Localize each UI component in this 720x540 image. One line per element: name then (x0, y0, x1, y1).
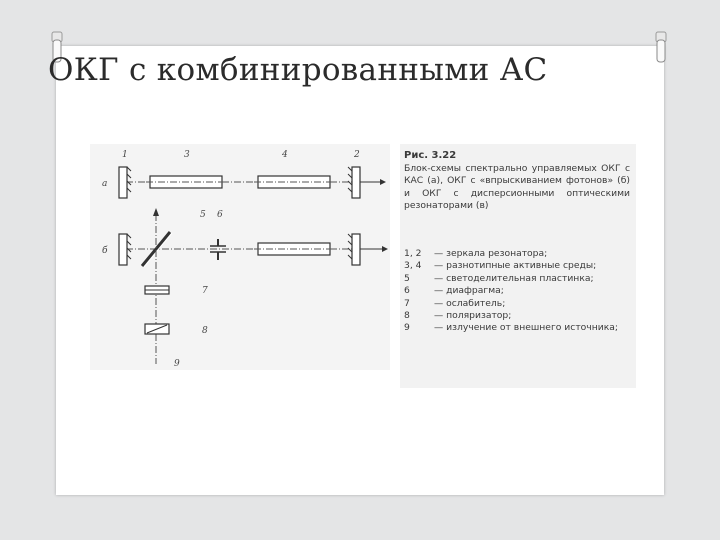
mirror-2-a (352, 167, 360, 198)
slide-title: ОКГ с комбинированными АС (48, 52, 548, 88)
legend-item (404, 248, 632, 260)
up-arrow-icon (153, 208, 159, 216)
legend-key: 7 (404, 297, 410, 309)
legend-key: 9 (404, 322, 410, 334)
label-6: 6 (217, 210, 223, 220)
mirror-1-a (119, 167, 127, 198)
legend-key: 6 (404, 285, 410, 297)
legend-text: — поляризатор; (434, 310, 512, 322)
label-b: б (102, 246, 108, 256)
label-3: 3 (184, 150, 190, 160)
label-9: 9 (174, 359, 180, 369)
legend-text: — разнотипные активные среды; (434, 260, 597, 272)
caption-description: Блок-схемы спектрально управляемых ОКГ с КАС (а), ОКГ с «впрыскиванием фотонов» (б) и ОКГ с дисперсионными оптическими резонаторами (в) (404, 163, 630, 212)
figure-caption (400, 144, 636, 388)
legend-text: — диафрагма; (434, 285, 504, 297)
legend-item (404, 273, 632, 285)
legend-text: — ослабитель; (434, 297, 506, 309)
output-arrow-a-icon (380, 179, 386, 185)
caption-legend (404, 248, 632, 335)
mirror-1-b (119, 234, 127, 265)
legend-text: — излучение от внешнего источника; (434, 322, 618, 334)
legend-item (404, 298, 632, 310)
mirror-2-b (352, 234, 360, 265)
label-5: 5 (200, 210, 206, 220)
label-7: 7 (202, 286, 208, 296)
legend-item (404, 322, 632, 334)
label-8: 8 (202, 326, 208, 336)
legend-key: 1, 2 (404, 248, 422, 259)
legend-text: — светоделительная пластинка; (434, 272, 594, 284)
legend-key: 5 (404, 272, 410, 284)
legend-key: 8 (404, 310, 410, 322)
legend-key: 3, 4 (404, 260, 422, 272)
label-a: а (102, 179, 108, 189)
schematic-figure (90, 144, 390, 370)
label-1: 1 (122, 150, 128, 160)
label-4: 4 (282, 150, 288, 160)
output-arrow-b-icon (382, 246, 388, 252)
caption-heading: Рис. 3.22 (404, 150, 457, 161)
legend-text: — зеркала резонатора; (434, 248, 548, 259)
legend-item (404, 310, 632, 322)
label-2: 2 (354, 150, 360, 160)
laser-schematic-diagram (90, 144, 390, 370)
legend-item (404, 260, 632, 272)
legend-item (404, 285, 632, 297)
